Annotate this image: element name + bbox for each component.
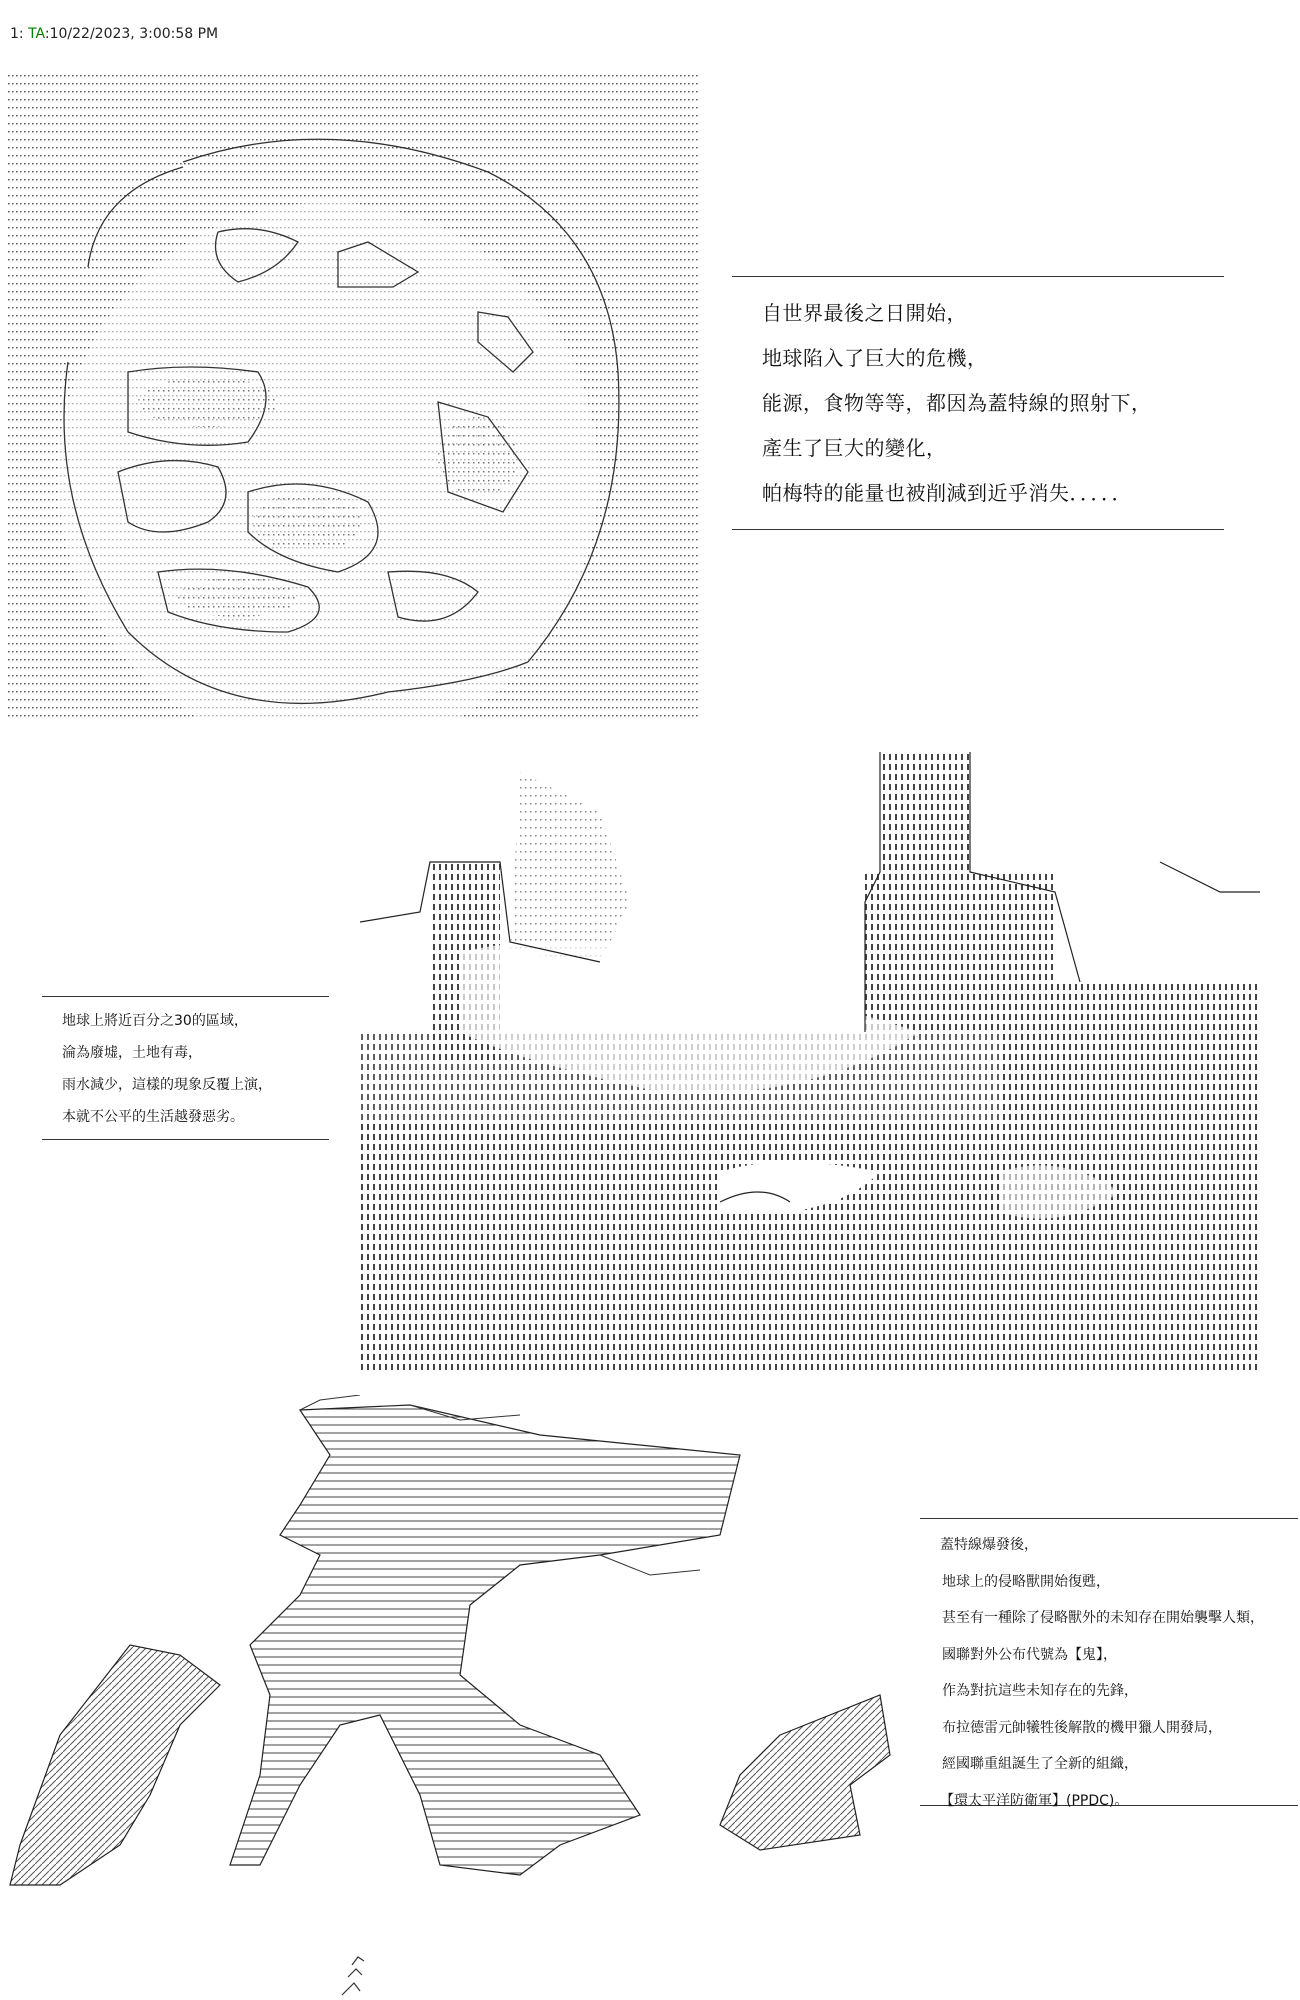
earth-ascii-art bbox=[8, 72, 698, 717]
narration-box-3 bbox=[920, 1518, 1298, 1809]
narration-line: 地球陷入了巨大的危機， bbox=[762, 346, 988, 370]
post-timestamp: :10/22/2023, 3:00:58 PM bbox=[44, 26, 219, 42]
narration-line: 能源，食物等等，都因為蓋特線的照射下， bbox=[762, 391, 1152, 415]
narration-line: 地球上的侵略獸開始復甦， bbox=[942, 1573, 1110, 1590]
narration-line: 本就不公平的生活越發惡劣。 bbox=[62, 1109, 244, 1125]
narration-line: 蓋特線爆發後， bbox=[940, 1537, 1038, 1553]
narration-box-2 bbox=[42, 996, 329, 1140]
narration-line: 淪為廢墟，土地有毒， bbox=[62, 1045, 202, 1061]
post-header: 1: TA:10/22/2023, 3:00:58 PM bbox=[10, 26, 219, 42]
poster-name: TA bbox=[28, 26, 45, 42]
narration-line: 帕梅特的能量也被削減到近乎消失．．．．． bbox=[762, 481, 1132, 505]
narration-line: 自世界最後之日開始， bbox=[762, 301, 967, 325]
narration-line: 作為對抗這些未知存在的先鋒， bbox=[942, 1683, 1138, 1699]
narration-line: 布拉德雷元帥犧牲後解散的機甲獵人開發局， bbox=[942, 1719, 1222, 1736]
kaiju-ascii-art bbox=[0, 1395, 900, 1895]
narration-line: 雨水減少，這樣的現象反覆上演， bbox=[62, 1077, 272, 1093]
narration-line: 【環太平洋防衛軍】(PPDC)。 bbox=[940, 1792, 1129, 1809]
narration-box-1 bbox=[732, 276, 1224, 530]
narration-line: 國聯對外公布代號為【鬼】， bbox=[942, 1646, 1117, 1663]
partial-ascii-art bbox=[330, 1955, 390, 2000]
narration-line: 地球上將近百分之30的區域， bbox=[62, 1013, 248, 1029]
narration-line: 經國聯重組誕生了全新的組織， bbox=[942, 1756, 1138, 1772]
ruined-city-ascii-art bbox=[360, 752, 1260, 1372]
post-number: 1 bbox=[10, 26, 19, 42]
narration-line: 甚至有一種除了侵略獸外的未知存在開始襲擊人類， bbox=[942, 1610, 1264, 1626]
narration-line: 產生了巨大的變化， bbox=[762, 436, 947, 460]
